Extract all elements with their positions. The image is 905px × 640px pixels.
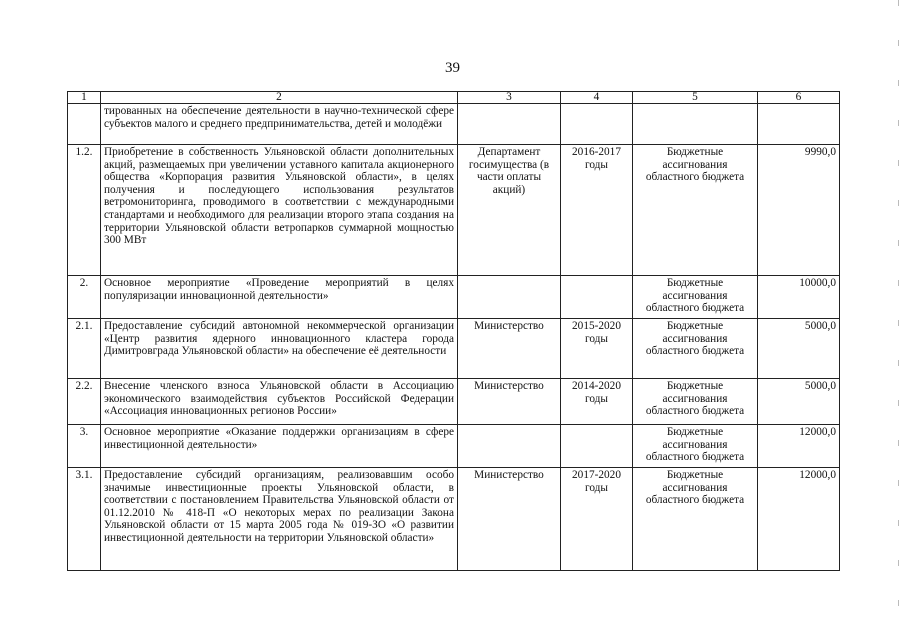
column-header: 5 bbox=[633, 92, 758, 104]
row-amount: 12000,0 bbox=[758, 425, 840, 468]
row-executor bbox=[458, 276, 561, 319]
row-amount: 12000,0 bbox=[758, 468, 840, 571]
table-row bbox=[68, 468, 840, 571]
column-header: 2 bbox=[101, 92, 458, 104]
row-amount: 5000,0 bbox=[758, 319, 840, 379]
column-header: 1 bbox=[68, 92, 101, 104]
row-period bbox=[561, 104, 633, 145]
table-row bbox=[68, 276, 840, 319]
table-row bbox=[68, 145, 840, 276]
row-number bbox=[68, 104, 101, 145]
row-funding-source: Бюджетные ассигнования областного бюджета bbox=[633, 319, 758, 379]
row-period: 2014-2020 годы bbox=[561, 379, 633, 425]
row-amount: 9990,0 bbox=[758, 145, 840, 276]
column-header-row bbox=[68, 92, 840, 104]
row-funding-source: Бюджетные ассигнования областного бюджета bbox=[633, 379, 758, 425]
column-header: 4 bbox=[561, 92, 633, 104]
row-description: Основное мероприятие «Проведение мероприятий в целях популяризации инновационной деятельности» bbox=[101, 276, 458, 319]
row-period: 2015-2020 годы bbox=[561, 319, 633, 379]
column-header: 6 bbox=[758, 92, 840, 104]
program-table bbox=[67, 91, 840, 571]
row-number: 1.2. bbox=[68, 145, 101, 276]
row-description: Приобретение в собственность Ульяновской области дополнительных акций, размещаемых при увеличении уставного капитала акционерного общества «Корпорация развития Ульяновской области», в целях получения и последующего использования результатов ветромониторинга, проводимого в соответствии с международными стандартами и необходимого для реализации второго этапа создания на территории Ульяновской области ветропарков суммарной мощностью 300 МВт bbox=[101, 145, 458, 276]
row-executor: Департамент госимущества (в части оплаты акций) bbox=[458, 145, 561, 276]
row-executor: Министерство bbox=[458, 379, 561, 425]
row-amount: 10000,0 bbox=[758, 276, 840, 319]
row-description: Основное мероприятие «Оказание поддержки организациям в сфере инвестиционной деятельности» bbox=[101, 425, 458, 468]
table-row bbox=[68, 319, 840, 379]
row-description: Предоставление субсидий автономной некоммерческой организации «Центр развития ядерного инновационного кластера города Димитровграда Ульяновской области» на обеспечение её деятельности bbox=[101, 319, 458, 379]
row-executor: Министерство bbox=[458, 319, 561, 379]
row-amount: 5000,0 bbox=[758, 379, 840, 425]
scan-edge-mark bbox=[898, 0, 899, 640]
column-header: 3 bbox=[458, 92, 561, 104]
row-number: 2. bbox=[68, 276, 101, 319]
row-number: 3. bbox=[68, 425, 101, 468]
row-period: 2016-2017 годы bbox=[561, 145, 633, 276]
page-number: 39 bbox=[445, 60, 460, 76]
row-executor: Министерство bbox=[458, 468, 561, 571]
row-description: Внесение членского взноса Ульяновской области в Ассоциацию экономического взаимодействия субъектов Российской Федерации «Ассоциация инновационных регионов России» bbox=[101, 379, 458, 425]
row-funding-source: Бюджетные ассигнования областного бюджета bbox=[633, 425, 758, 468]
row-number: 2.1. bbox=[68, 319, 101, 379]
row-period bbox=[561, 425, 633, 468]
row-number: 2.2. bbox=[68, 379, 101, 425]
row-funding-source: Бюджетные ассигнования областного бюджета bbox=[633, 276, 758, 319]
row-description: тированных на обеспечение деятельности в научно-технической сфере субъектов малого и среднего предпринимательства, детей и молодёжи bbox=[101, 104, 458, 145]
table-row bbox=[68, 104, 840, 145]
row-executor bbox=[458, 425, 561, 468]
table-row bbox=[68, 425, 840, 468]
table-row bbox=[68, 379, 840, 425]
row-funding-source bbox=[633, 104, 758, 145]
row-period bbox=[561, 276, 633, 319]
row-period: 2017-2020 годы bbox=[561, 468, 633, 571]
row-number: 3.1. bbox=[68, 468, 101, 571]
row-executor bbox=[458, 104, 561, 145]
row-description: Предоставление субсидий организациям, реализовавшим особо значимые инвестиционные проекты Ульяновской области, в соответствии с постановлением Правительства Ульяновской области от 01.12.2010 № 418-П «О некоторых мерах по реализации Закона Ульяновской области от 15 марта 2005 года № 019-ЗО «О развитии инвестиционной деятельности на территории Ульяновской области» bbox=[101, 468, 458, 571]
row-amount bbox=[758, 104, 840, 145]
row-funding-source: Бюджетные ассигнования областного бюджета bbox=[633, 145, 758, 276]
row-funding-source: Бюджетные ассигнования областного бюджета bbox=[633, 468, 758, 571]
